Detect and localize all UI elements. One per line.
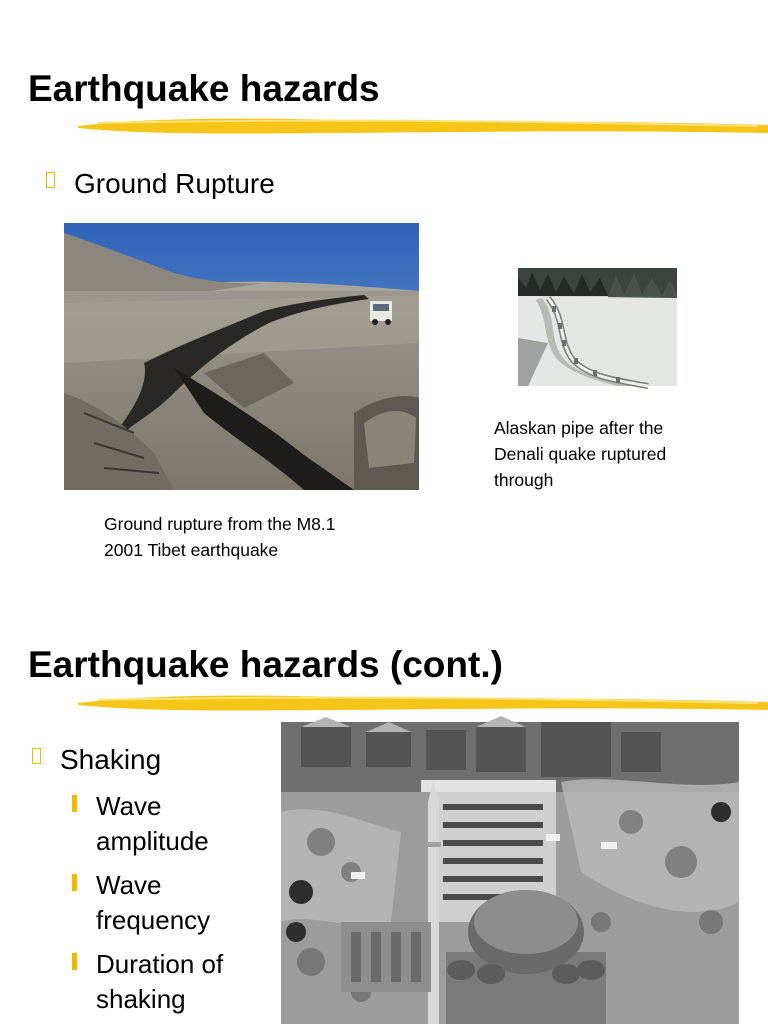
tibet-caption-line-2: 2001 Tibet earthquake [104,540,279,560]
sub-item-line-2: shaking [96,984,186,1014]
earthquake-damage-photo [281,722,739,1024]
alaska-photo-caption [494,415,666,493]
alaska-pipeline-photo [518,268,677,386]
title-underline-stroke [78,114,768,138]
sub-bullet-marker-icon [72,874,77,891]
tibet-rupture-photo [64,223,419,490]
alaska-caption-line-1: Alaskan pipe after the [494,418,664,438]
sub-item-line-1: Duration of [96,949,224,979]
sub-item-line-1: Wave [96,791,162,821]
slide-2-title: Earthquake hazards (cont.) [28,644,503,685]
bullet-marker-icon [46,172,55,188]
bullet-shaking [32,746,161,774]
sub-item-line-2: amplitude [96,826,209,856]
title-underline-stroke [78,691,768,715]
slide-2 [0,600,768,1024]
sub-bullet-marker-icon [72,953,77,970]
sub-item-line-2: frequency [96,905,211,935]
sub-bullet-marker-icon [72,795,77,812]
alaska-caption-line-2: Denali quake ruptured [494,444,667,464]
tibet-caption-line-1: Ground rupture from the M8.1 [104,514,336,534]
alaska-caption-line-3: through [494,470,554,490]
slide-1-title: Earthquake hazards [28,68,380,109]
bullet-marker-icon [32,748,41,764]
sub-item-line-1: Wave [96,870,162,900]
bullet-ground-rupture [46,170,275,198]
tibet-photo-caption [104,511,336,563]
bullet-shaking-text: Shaking [60,744,162,775]
bullet-ground-rupture-text: Ground Rupture [74,168,275,199]
